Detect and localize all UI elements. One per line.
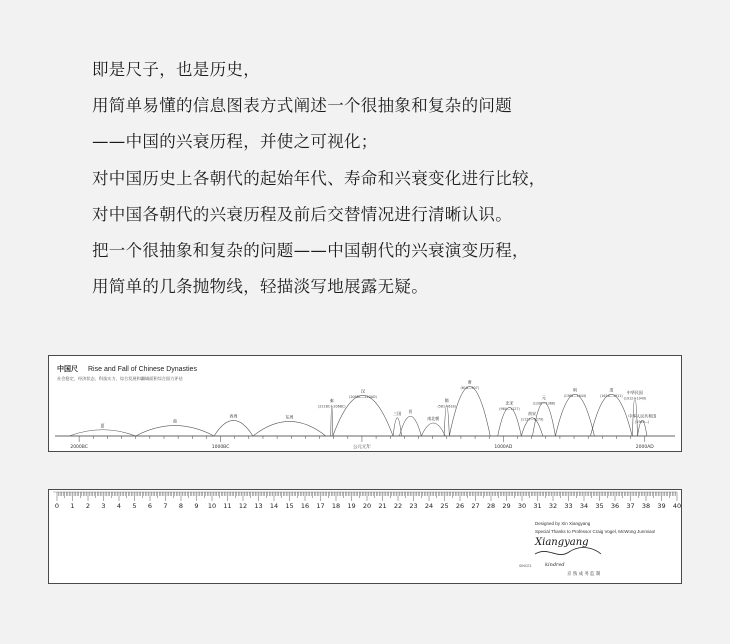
cm-tick-label: 4 <box>116 502 122 510</box>
dynasty-curve <box>555 394 594 436</box>
cm-tick-label: 32 <box>548 502 558 510</box>
cm-tick-label: 31 <box>533 502 542 510</box>
dynasty-years: (1616—1911) <box>599 393 623 398</box>
cm-tick-label: 15 <box>285 502 294 510</box>
intro-line-1: 即是尺子，也是历史， <box>92 60 260 79</box>
dynasty-label: 清 <box>609 387 614 393</box>
cm-tick-label: 33 <box>564 502 573 510</box>
dynasty-label: 明 <box>572 387 577 393</box>
timeline-axis-label: 2000BC <box>70 445 88 450</box>
cm-tick-label: 5 <box>132 502 137 510</box>
designer-credit: Designed by Xin Xiangyang <box>535 521 591 526</box>
dynasty-label: 隋 <box>444 397 449 403</box>
dynasty-years: (1949—) <box>635 419 650 424</box>
intro-line-7: 用简单的几条抛物线，轻描淡写地展露无疑。 <box>92 277 428 297</box>
cm-tick-label: 38 <box>641 502 651 510</box>
dynasty-years: (1127—1279) <box>520 417 544 422</box>
dynasty-curve <box>449 387 490 436</box>
cm-tick-label: 8 <box>178 502 184 510</box>
intro-text <box>92 52 692 305</box>
cm-tick-label: 9 <box>194 502 199 510</box>
cm-tick-label: 29 <box>502 502 511 510</box>
cm-tick-label: 0 <box>54 502 60 510</box>
cm-tick-label: 6 <box>147 502 153 510</box>
cm-tick-label: 25 <box>440 502 449 510</box>
dynasty-curve <box>532 402 555 436</box>
dynasty-years: (1912—1949) <box>623 396 647 401</box>
cm-tick-label: 19 <box>347 502 356 510</box>
dynasty-label: 唐 <box>467 379 472 385</box>
dynasty-label: 中华民国 <box>626 390 643 395</box>
cm-tick-label: 10 <box>207 502 217 510</box>
dynasty-label: 夏 <box>100 422 105 428</box>
cm-tick-label: 37 <box>626 502 635 510</box>
timeline-ruler <box>48 355 682 452</box>
cm-tick-label: 27 <box>471 502 480 510</box>
dynasty-label: 商 <box>172 418 177 424</box>
cm-ruler <box>48 489 682 584</box>
dynasty-years: (1368—1644) <box>563 393 587 398</box>
dynasty-curve <box>253 421 326 436</box>
maker-label: 京 熟 成 务 监 制 <box>567 572 601 577</box>
timeline-axis-label: 1000BC <box>211 445 230 450</box>
intro-line-6: 把一个很抽象和复杂的问题——中国朝代的兴衰演变历程， <box>92 241 529 261</box>
dynasty-label: 元 <box>541 395 546 401</box>
cm-tick-label: 20 <box>362 502 372 510</box>
dynasty-curve <box>214 420 253 436</box>
dynasty-curve <box>444 405 449 436</box>
cm-tick-label: 13 <box>254 502 263 510</box>
cm-tick-label: 1 <box>70 502 75 510</box>
cm-tick-label: 18 <box>331 502 341 510</box>
dynasty-years: (221BC—206BC) <box>318 404 346 409</box>
dynasty-label: 秦 <box>329 397 334 403</box>
cm-tick-label: 35 <box>595 502 604 510</box>
cm-tick-label: 17 <box>316 502 325 510</box>
signature-flourish <box>535 548 601 555</box>
cm-tick-label: 23 <box>409 502 418 510</box>
cm-tick-label: 3 <box>101 502 106 510</box>
timeline-axis-label: 公元元年 <box>352 445 371 450</box>
dynasty-years: (206BC—220AD) <box>349 394 377 399</box>
cm-tick-label: 39 <box>657 502 666 510</box>
dynasty-label: 汉 <box>360 388 365 394</box>
dynasty-curve <box>399 416 421 436</box>
dynasty-curve <box>498 407 522 436</box>
timeline-title-en: Rise and Fall of Chinese Dynasties <box>88 366 197 373</box>
thanks-credit: Special Thanks to Professor Craig Vogel, McWong Junmiao! <box>535 529 656 534</box>
dynasty-label: 南北朝 <box>427 416 440 421</box>
cm-tick-label: 24 <box>424 502 434 510</box>
cm-tick-label: 14 <box>269 502 279 510</box>
intro-line-4: 对中国历史上各朝代的起始年代、寿命和兴衰变化进行比较， <box>92 168 546 188</box>
dynasty-years: (581—618) <box>437 404 456 409</box>
dynasty-label: 西周 <box>229 413 238 419</box>
cm-tick-label: 26 <box>455 502 465 510</box>
timeline-subtitle: 社会稳定、经济状态、科技实力、综合发展和疆域面积综合国力评估 <box>57 376 183 381</box>
brand-logo: SINCE1 <box>519 564 532 568</box>
cm-tick-label: 21 <box>378 502 387 510</box>
dynasty-curve <box>590 394 632 436</box>
cm-tick-label: 22 <box>393 502 403 510</box>
designer-signature: Xiangyang <box>535 537 589 548</box>
dynasty-label: 北宋 <box>505 400 514 406</box>
cm-tick-label: 34 <box>579 502 589 510</box>
dynasty-label: 东周 <box>285 414 294 420</box>
cm-tick-label: 30 <box>517 502 527 510</box>
cm-tick-label: 40 <box>672 502 681 510</box>
dynasty-label: 三国 <box>393 410 402 416</box>
dynasty-curve <box>333 395 393 436</box>
intro-line-5: 对中国各朝代的兴衰历程及前后交替情况进行清晰认识。 <box>92 204 512 224</box>
cm-tick-label: 7 <box>163 502 168 510</box>
cm-tick-label: 28 <box>486 502 496 510</box>
dynasty-curve <box>331 405 333 436</box>
timeline-axis-label: 2000AD <box>635 445 654 450</box>
dynasty-label: 晋 <box>408 409 413 415</box>
cm-tick-label: 12 <box>238 502 248 510</box>
dynasty-label: 中华人民共和国 <box>628 413 657 419</box>
cm-tick-label: 2 <box>85 502 91 510</box>
cm-tick-label: 36 <box>610 502 620 510</box>
dynasty-years: (1206—1368) <box>532 401 556 406</box>
dynasty-years: (960—1127) <box>499 406 520 411</box>
cm-tick-label: 11 <box>223 502 232 510</box>
dynasty-curve <box>136 426 214 436</box>
timeline-title-cn: 中国尺 <box>57 365 78 373</box>
intro-line-2: 用简单易懂的信息图表方式阐述一个很抽象和复杂的问题 <box>92 96 512 116</box>
dynasty-label: 南宋 <box>528 410 537 416</box>
dynasty-curve <box>421 423 445 436</box>
brand-signature: kindred <box>545 562 565 568</box>
dynasty-curve <box>69 430 135 436</box>
intro-line-3: ——中国的兴衰历程，并使之可视化； <box>92 132 378 152</box>
dynasty-years: (618—907) <box>460 386 480 391</box>
cm-tick-label: 16 <box>300 502 310 510</box>
timeline-axis-label: 1000AD <box>494 445 513 450</box>
timeline-title <box>57 364 197 374</box>
